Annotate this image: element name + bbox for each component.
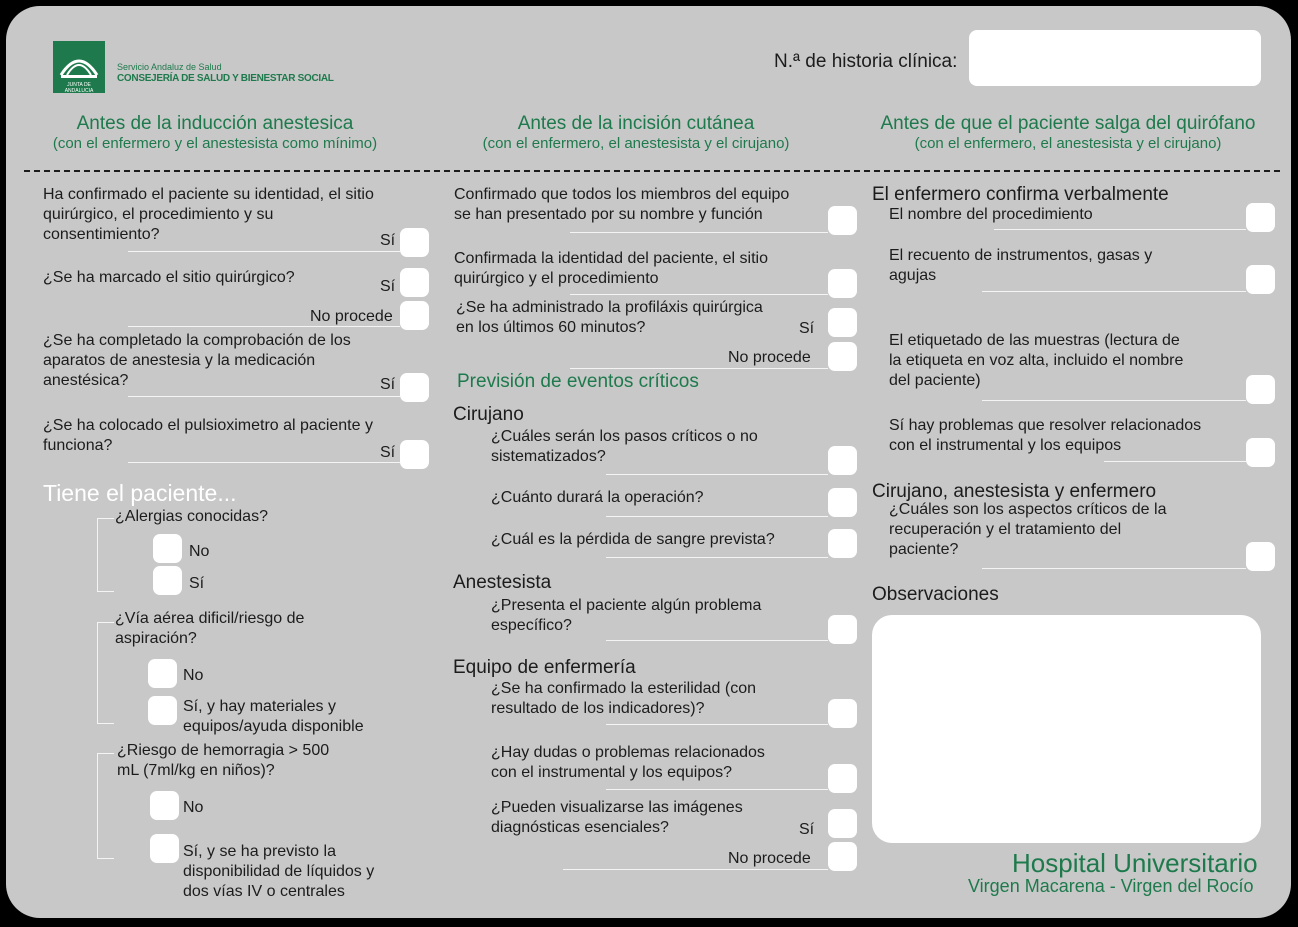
col2-q2: Confirmada la identidad del paciente, el sitio quirúrgico y el procedimiento — [454, 250, 768, 287]
col1-q1: Ha confirmado el paciente su identidad, el sitio quirúrgico, el procedimiento y su consentimiento? — [43, 186, 374, 243]
riesgo-si-label: Sí, y se ha previsto la disponibilidad de líquidos y dos vías IV o centrales — [183, 843, 375, 900]
cirujano-q2-line — [606, 516, 828, 517]
col1-title: Antes de la inducción anestesica — [76, 113, 354, 134]
junta-logo — [53, 41, 105, 93]
cirujano-q2-checkbox[interactable] — [828, 488, 857, 517]
col3-v2: El recuento de instrumentos, gasas y agujas — [889, 247, 1153, 284]
col1-q1-si-checkbox[interactable] — [400, 228, 429, 257]
cirujano-q3: ¿Cuál es la pérdida de sangre prevista? — [491, 531, 775, 548]
col1-q3-si-label: Sí — [380, 376, 396, 393]
via-question: ¿Vía aérea dificil/riesgo de aspiración? — [115, 610, 305, 647]
equipo-q2: ¿Hay dudas o problemas relacionados con el instrumental y los equipos? — [491, 744, 765, 781]
col2-q3-no-procede-label: No procede — [728, 349, 811, 366]
alergias-bracket — [97, 518, 114, 592]
header-divider — [24, 170, 1280, 172]
via-si-label: Sí, y hay materiales y equipos/ayuda disponible — [183, 698, 364, 735]
enfermero-title: El enfermero confirma verbalmente — [872, 184, 1169, 205]
col3-v4-line — [1104, 461, 1246, 462]
col3-v1-checkbox[interactable] — [1246, 203, 1275, 232]
col2-q3: ¿Se ha administrado la profiláxis quirúrgica en los últimos 60 minutos? — [456, 299, 763, 336]
logo-emblem-text: JUNTA DE ANDALUCIA — [64, 82, 94, 94]
col1-q4-line — [128, 462, 400, 463]
col3-title: Antes de que el paciente salga del quirófano — [880, 113, 1256, 134]
col3-v4: Sí hay problemas que resolver relacionados con el instrumental y los equipos — [889, 417, 1202, 454]
col2-subtitle: (con el enfermero, el anestesista y el cirujano) — [482, 135, 790, 152]
col1-q3-si-checkbox[interactable] — [400, 373, 429, 402]
col1-header — [24, 112, 406, 153]
col2-header — [446, 112, 826, 153]
equipo-q3-no-procede-label: No procede — [728, 850, 811, 867]
hospital-name: Hospital Universitario — [1012, 848, 1258, 878]
equipo-q2-checkbox[interactable] — [828, 764, 857, 793]
cirujano-q2: ¿Cuánto durará la operación? — [491, 489, 704, 506]
cirujano-q1: ¿Cuáles serán los pasos críticos o no sistematizados? — [491, 428, 758, 465]
checklist-card — [6, 6, 1291, 918]
riesgo-no-checkbox[interactable] — [150, 791, 179, 820]
tiene-paciente-title: Tiene el paciente... — [43, 480, 237, 506]
alergias-question: ¿Alergias conocidas? — [115, 508, 268, 525]
riesgo-question: ¿Riesgo de hemorragia > 500 mL (7ml/kg en niños)? — [117, 742, 330, 779]
equipo-q2-line — [606, 789, 828, 790]
equipo-q3-si-label: Sí — [799, 821, 815, 838]
col2-q3-si-label: Sí — [799, 320, 815, 337]
anestesista-q1-checkbox[interactable] — [828, 615, 857, 644]
logo-line-2: CONSEJERÍA DE SALUD Y BIENESTAR SOCIAL — [117, 73, 334, 84]
col2-q3-si-checkbox[interactable] — [828, 308, 857, 337]
col1-q2-no-procede-checkbox[interactable] — [400, 301, 429, 330]
col3-v1-line — [994, 229, 1246, 230]
equipo-q1: ¿Se ha confirmado la esterilidad (con resultado de los indicadores)? — [491, 680, 757, 717]
equipo-q1-line — [606, 724, 828, 725]
col2-q1-checkbox[interactable] — [828, 206, 857, 235]
col1-q3-line — [128, 396, 400, 397]
col2-title: Antes de la incisión cutánea — [517, 113, 755, 134]
col3-v3-checkbox[interactable] — [1246, 375, 1275, 404]
logo-line-1: Servicio Andaluz de Salud — [117, 62, 222, 72]
col3-v3-line — [982, 400, 1246, 401]
cirujano-q3-line — [606, 557, 828, 558]
col3-v4-checkbox[interactable] — [1246, 438, 1275, 467]
col1-q2-si-label: Sí — [380, 278, 396, 295]
col3-header — [864, 112, 1272, 153]
col3-subtitle: (con el enfermero, el anestesista y el cirujano) — [914, 135, 1222, 152]
cirujano-q1-line — [606, 474, 828, 475]
alergias-no-label: No — [189, 543, 210, 560]
col1-q3: ¿Se ha completado la comprobación de los aparatos de anestesia y la medicación anestésica? — [43, 332, 351, 389]
col3-t1-line — [982, 568, 1246, 569]
riesgo-si-checkbox[interactable] — [150, 834, 179, 863]
col1-q2-line — [128, 326, 400, 327]
alergias-no-checkbox[interactable] — [153, 534, 182, 563]
col1-q4-si-checkbox[interactable] — [400, 440, 429, 469]
anestesista-q1: ¿Presenta el paciente algún problema específico? — [491, 597, 762, 634]
via-no-checkbox[interactable] — [148, 659, 177, 688]
col3-v2-checkbox[interactable] — [1246, 265, 1275, 294]
col2-q3-no-procede-checkbox[interactable] — [828, 342, 857, 371]
hospital-subtitle: Virgen Macarena - Virgen del Rocío — [968, 876, 1254, 896]
team-title: Cirujano, anestesista y enfermero — [872, 481, 1157, 502]
alergias-si-checkbox[interactable] — [153, 566, 182, 595]
col1-q4-si-label: Sí — [380, 444, 396, 461]
col2-q1-line — [570, 232, 828, 233]
via-bracket — [97, 622, 114, 724]
historia-label: N.ª de historia clínica: — [774, 51, 958, 72]
col1-q2: ¿Se ha marcado el sitio quirúrgico? — [43, 269, 295, 286]
col1-q2-no-procede-label: No procede — [310, 308, 393, 325]
equipo-q1-checkbox[interactable] — [828, 699, 857, 728]
col3-v2-line — [982, 291, 1246, 292]
col2-q1: Confirmado que todos los miembros del equipo se han presentado por su nombre y función — [454, 186, 790, 223]
alergias-si-label: Sí — [189, 575, 205, 592]
historia-field[interactable] — [969, 30, 1261, 86]
cirujano-q1-checkbox[interactable] — [828, 446, 857, 475]
observaciones-field[interactable] — [872, 615, 1261, 843]
col2-q3-line — [570, 368, 828, 369]
equipo-q3-si-checkbox[interactable] — [828, 809, 857, 838]
col1-q4: ¿Se ha colocado el pulsioximetro al paciente y funciona? — [43, 417, 373, 454]
col3-t1: ¿Cuáles son los aspectos críticos de la recuperación y el tratamiento del paciente? — [889, 501, 1167, 558]
col1-q2-si-checkbox[interactable] — [400, 268, 429, 297]
via-no-label: No — [183, 667, 204, 684]
observaciones-title: Observaciones — [872, 584, 999, 605]
riesgo-bracket — [97, 753, 114, 859]
equipo-q3-line — [563, 869, 828, 870]
col2-q2-line — [570, 294, 828, 295]
riesgo-no-label: No — [183, 799, 204, 816]
col1-q1-si-label: Sí — [380, 232, 396, 249]
cirujano-title: Cirujano — [453, 404, 524, 425]
prevision-title: Previsión de eventos críticos — [457, 371, 699, 392]
col2-q2-checkbox[interactable] — [828, 269, 857, 298]
cirujano-q3-checkbox[interactable] — [828, 529, 857, 558]
anestesista-title: Anestesista — [453, 572, 552, 593]
anestesista-q1-line — [606, 640, 828, 641]
via-si-checkbox[interactable] — [148, 696, 177, 725]
col3-v3: El etiquetado de las muestras (lectura de la etiqueta en voz alta, incluido el nombre del paciente) — [889, 332, 1184, 389]
col3-v1: El nombre del procedimiento — [889, 206, 1093, 223]
equipo-title: Equipo de enfermería — [453, 657, 636, 678]
col1-q1-line — [128, 251, 400, 252]
equipo-q3-no-procede-checkbox[interactable] — [828, 842, 857, 871]
col1-subtitle: (con el enfermero y el anestesista como mínimo) — [52, 135, 378, 152]
equipo-q3: ¿Pueden visualizarse las imágenes diagnósticas esenciales? — [491, 799, 743, 836]
col3-t1-checkbox[interactable] — [1246, 542, 1275, 571]
